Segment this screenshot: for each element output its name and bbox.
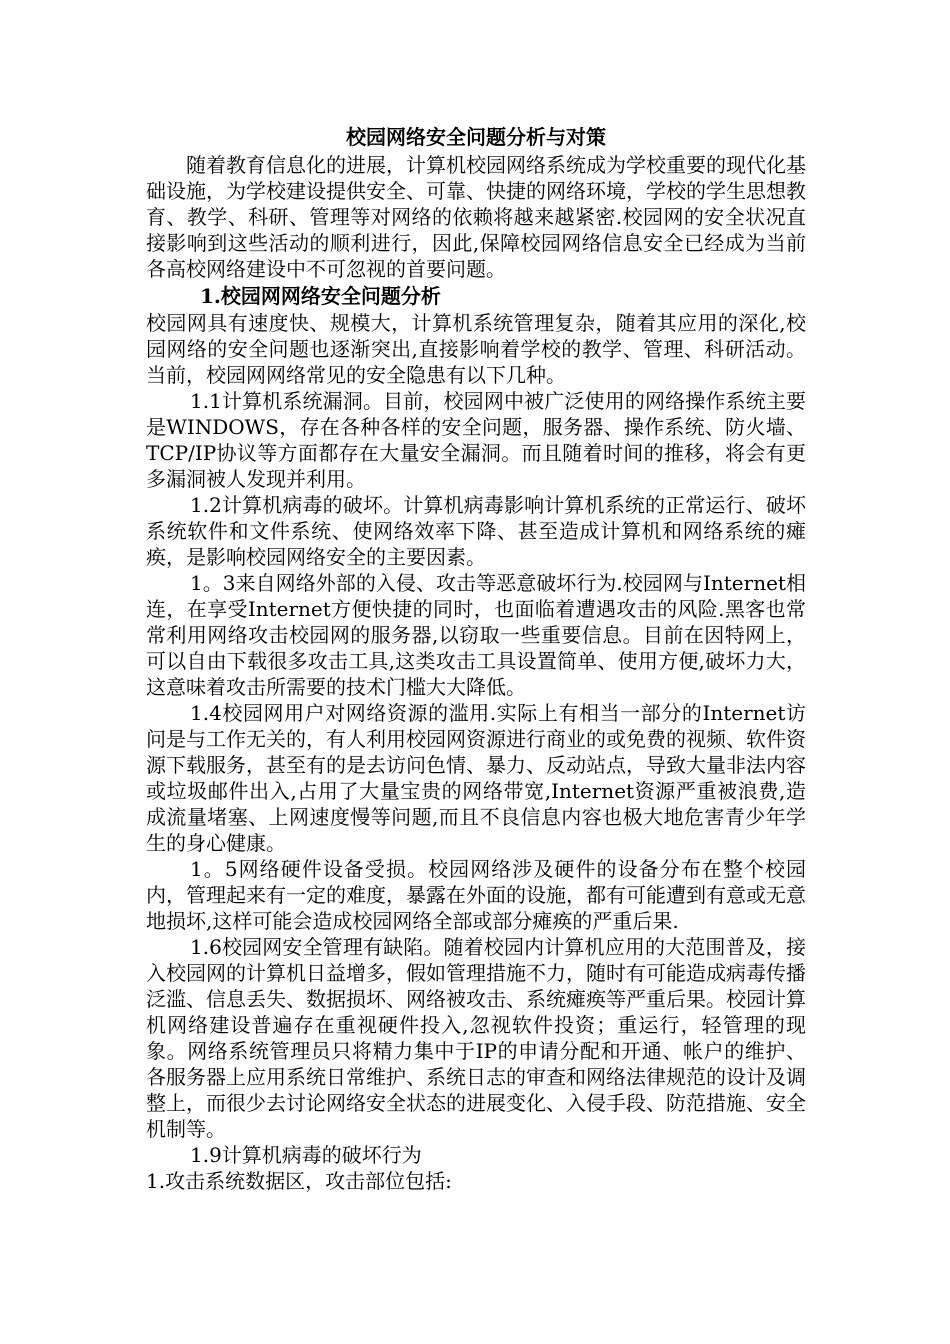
document-body xyxy=(146,122,806,1194)
item-1-9-paragraph: 1.9计算机病毒的破坏行为 xyxy=(190,1143,422,1167)
item-1-1-paragraph: 1.1计算机系统漏洞。目前，校园网中被广泛使用的网络操作系统主要是WINDOWS，存在各种各样的安全问题，服务器、操作系统、防火墙、TCP/IP协议等方面都存在大量安全漏洞。而且随着时间的推移，将会有更多漏洞被人发现并利用。 xyxy=(146,389,806,491)
section-1-heading: 1.校园网网络安全问题分析 xyxy=(200,284,441,308)
document-title: 校园网络安全问题分析与对策 xyxy=(346,125,606,149)
item-1-4-paragraph: 1.4校园网用户对网络资源的滥用.实际上有相当一部分的Internet访问是与工作无关的，有人利用校园网资源进行商业的或免费的视频、软件资源下载服务，甚至有的是去访问色情、暴力、反动站点，导致大量非法内容或垃圾邮件出入,占用了大量宝贵的网络带宽,Internet资源严重被浪费,造成流量堵塞、上网速度慢等问题,而且不良信息内容也极大地危害青少年学生的身心健康。 xyxy=(146,701,806,855)
item-1-3-paragraph: 1。3来自网络外部的入侵、攻击等恶意破坏行为.校园网与Internet相连，在享受Internet方便快捷的同时，也面临着遭遇攻击的风险.黑客也常常利用网络攻击校园网的服务器,以窃取一些重要信息。目前在因特网上，可以自由下载很多攻击工具,这类攻击工具设置简单、使用方便,破坏力大，这意味着攻击所需要的技术门槛大大降低。 xyxy=(146,571,806,699)
intro-paragraph: 随着教育信息化的进展，计算机校园网络系统成为学校重要的现代化基础设施，为学校建设提供安全、可靠、快捷的网络环境，学校的学生思想教育、教学、科研、管理等对网络的依赖将越来越紧密.校园网的安全状况直接影响到这些活动的顺利进行，因此,保障校园网络信息安全已经成为当前各高校网络建设中不可忽视的首要问题。 xyxy=(146,153,806,281)
item-last-paragraph: 1.攻击系统数据区，攻击部位包括: xyxy=(146,1169,452,1193)
item-1-6-paragraph: 1.6校园网安全管理有缺陷。随着校园内计算机应用的大范围普及，接入校园网的计算机日益增多，假如管理措施不力，随时有可能造成病毒传播泛滥、信息丢失、数据损坏、网络被攻击、系统瘫痪等严重后果。校园计算机网络建设普遍存在重视硬件投入,忽视软件投资；重运行，轻管理的现象。网络系统管理员只将精力集中于IP的申请分配和开通、帐户的维护、各服务器上应用系统日常维护、系统日志的审查和网络法律规范的设计及调整上，而很少去讨论网络安全状态的进展变化、入侵手段、防范措施、安全机制等。 xyxy=(146,935,806,1141)
item-1-2-paragraph: 1.2计算机病毒的破坏。计算机病毒影响计算机系统的正常运行、破坏系统软件和文件系统、使网络效率下降、甚至造成计算机和网络系统的瘫痪，是影响校园网络安全的主要因素。 xyxy=(146,493,806,569)
item-1-5-paragraph: 1。5网络硬件设备受损。校园网络涉及硬件的设备分布在整个校园内，管理起来有一定的难度，暴露在外面的设施，都有可能遭到有意或无意地损坏,这样可能会造成校园网络全部或部分瘫痪的严重后果. xyxy=(146,857,806,933)
section-1-intro-paragraph: 校园网具有速度快、规模大，计算机系统管理复杂，随着其应用的深化,校园网络的安全问题也逐渐突出,直接影响着学校的教学、管理、科研活动。当前，校园网网络常见的安全隐患有以下几种。 xyxy=(146,311,806,387)
